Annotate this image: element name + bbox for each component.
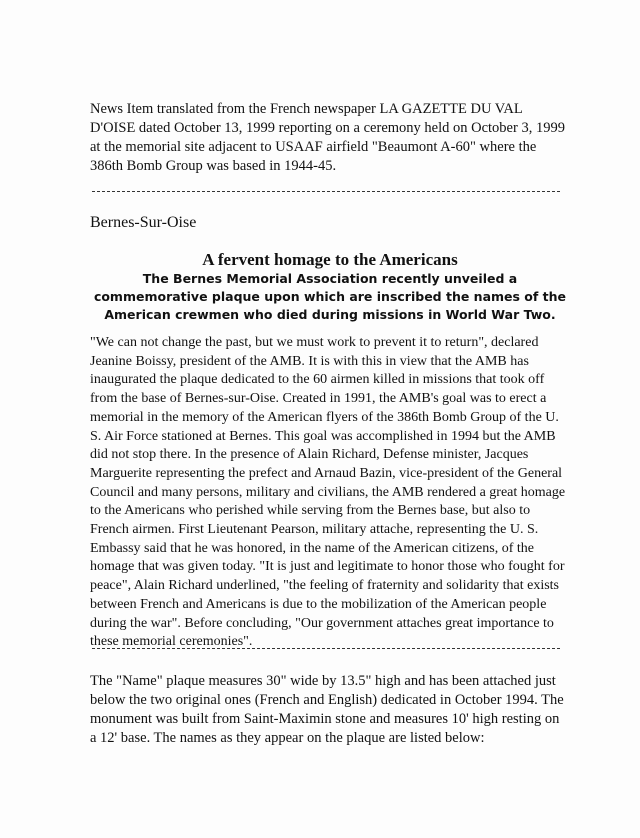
article-headline: A fervent homage to the Americans [202, 250, 458, 269]
intro-paragraph: News Item translated from the French newspaper LA GAZETTE DU VAL D'OISE dated October 13, 1999 reporting on a ceremony held on October 3, 1999 at the memorial site adjacent to USAAF airfield "Beaumont A-60" where the 386th Bomb Group was based in 1944-45. [90, 101, 565, 174]
article-subheadline: The Bernes Memorial Association recently unveiled a commemorative plaque upon which are inscribed the names of the American crewmen who died during missions in World War Two. [93, 271, 567, 322]
section-divider-top [92, 191, 560, 192]
section-divider-bottom [92, 648, 560, 649]
location-dateline: Bernes-Sur-Oise [90, 214, 197, 231]
article-body: "We can not change the past, but we must work to prevent it to return", declared Jeanine Boissy, president of the AMB. It is with this in view that the AMB has inaugurated the plaque dedicated to the 60 airmen killed in missions that took off from the base of Bernes-sur-Oise. Created in 1991, the AMB's goal was to erect a memorial in the memory of the American flyers of the 386th Bomb Group of the U. S. Air Force stationed at Bernes. This goal was accomplished in 1994 but the AMB did not stop there. In the presence of Alain Richard, Defense minister, Jacques Marguerite representing the prefect and Arnaud Bazin, vice-president of the General Council and many persons, military and civilians, the AMB rendered a great homage to the Americans who perished while serving from the Bernes base, but also to French airmen. First Lieutenant Pearson, military attache, representing the U. S. Embassy said that he was honored, in the name of the American citizens, of the homage that was given today. "It is just and legitimate to honor those who fought for peace", Alain Richard underlined, "the feeling of fraternity and solidarity that exists between French and Americans is due to the mobilization of the American people during the war". Before concluding, "Our government attaches great importance to these memorial ceremonies". [90, 335, 566, 650]
plaque-description: The "Name" plaque measures 30" wide by 13.5" high and has been attached just below the two original ones (French and English) dedicated in October 1994. The monument was built from Saint-Maximin stone and measures 10' high resting on a 12' base. The names as they appear on the plaque are listed below: [90, 673, 564, 746]
